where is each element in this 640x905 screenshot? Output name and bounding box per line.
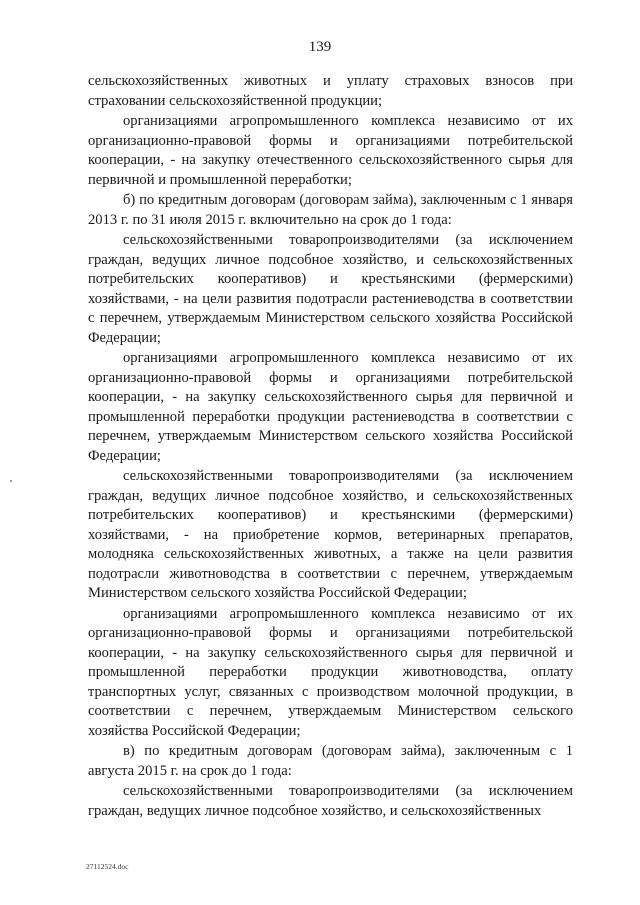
- paragraph-2: организациями агропромышленного комплекса независимо от их организационно-правовой формы и организациями потребительской кооперации, - на закупку отечественного сельскохозяйственного сырья для первичной и промышленной переработки;: [88, 113, 573, 188]
- scan-artifact: [10, 480, 12, 482]
- paragraph-3: б) по кредитным договорам (договорам займа), заключенным с 1 января 2013 г. по 31 июля 2015 г. включительно на срок до 1 года:: [88, 192, 573, 228]
- paragraph-5: организациями агропромышленного комплекса независимо от их организационно-правовой формы и организациями потребительской кооперации, - на закупку сельскохозяйственного сырья для первичной и промышленной переработки продукции растениеводства в соответствии с перечнем, утверждаемым Министерством сельского хозяйства Российской Федерации;: [88, 350, 573, 464]
- page-number: 139: [308, 39, 332, 55]
- paragraph-7: организациями агропромышленного комплекса независимо от их организационно-правовой формы и организациями потребительской кооперации, - на закупку сельскохозяйственного сырья для первичной и промышленной переработки продукции животноводства, оплату транспортных услуг, связанных с производством молочной продукции, в соответствии с перечнем, утверждаемым Министерством сельского хозяйства Российской Федерации;: [88, 605, 573, 739]
- paragraph-9: сельскохозяйственными товаропроизводителями (за исключением граждан, ведущих личное подсобное хозяйство, и сельскохозяйственных: [88, 783, 573, 819]
- paragraph-4: сельскохозяйственными товаропроизводителями (за исключением граждан, ведущих личное подсобное хозяйство, и сельскохозяйственных потребительских кооперативов) и крестьянскими (фермерскими) хозяйствами, - на цели развития подотрасли растениеводства в соответствии с перечнем, утверждаемым Министерством сельского хозяйства Российской Федерации;: [88, 232, 573, 346]
- document-body: [88, 72, 573, 821]
- paragraph-1: сельскохозяйственных животных и уплату страховых взносов при страховании сельскохозяйственной продукции;: [88, 73, 573, 109]
- paragraph-6: сельскохозяйственными товаропроизводителями (за исключением граждан, ведущих личное подсобное хозяйство, и сельскохозяйственных потребительских кооперативов) и крестьянскими (фермерскими) хозяйствами, - на приобретение кормов, ветеринарных препаратов, молодняка сельскохозяйственных животных, а также на цели развития подотрасли животноводства в соответствии с перечнем, утверждаемым Министерством сельского хозяйства Российской Федерации;: [88, 468, 573, 601]
- paragraph-8: в) по кредитным договорам (договорам займа), заключенным с 1 августа 2015 г. на срок до 1 года:: [88, 743, 573, 779]
- footer-filename: 27112524.doc: [86, 862, 129, 871]
